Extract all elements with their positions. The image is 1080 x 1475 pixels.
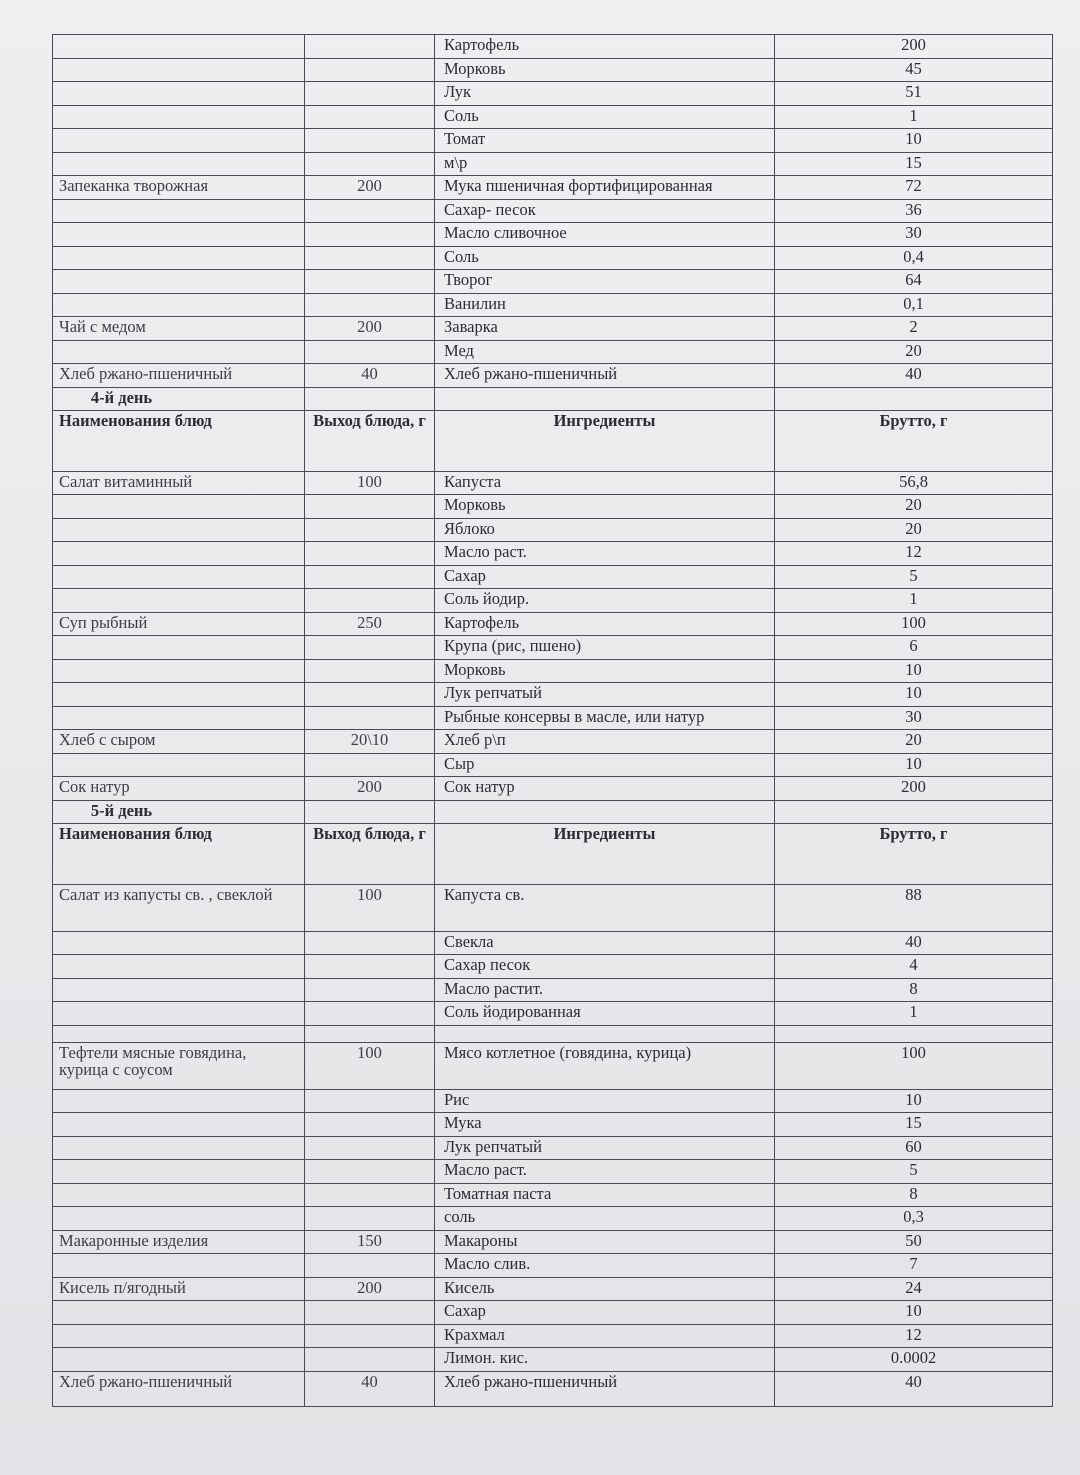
- table-row: [53, 612, 1053, 636]
- gross-weight-cell: 4: [775, 955, 1053, 979]
- dish-output-cell: [305, 542, 435, 566]
- ingredient-cell: Соль йодированная: [435, 1002, 775, 1026]
- dish-output-cell: [305, 246, 435, 270]
- header-ingredients: Ингредиенты: [435, 823, 775, 884]
- table-row: [53, 565, 1053, 589]
- ingredient-cell: соль: [435, 1207, 775, 1231]
- dish-output-cell: [305, 931, 435, 955]
- gross-weight-cell: 15: [775, 1113, 1053, 1137]
- ingredient-cell: Капуста: [435, 471, 775, 495]
- header-dish: Наименования блюд: [53, 823, 305, 884]
- ingredient-cell: Мед: [435, 340, 775, 364]
- dish-name-cell: Запеканка творожная: [53, 176, 305, 200]
- dish-output-cell: [305, 270, 435, 294]
- table-row: [53, 1136, 1053, 1160]
- dish-output-cell: [305, 978, 435, 1002]
- dish-output-cell: [305, 199, 435, 223]
- dish-name-cell: [53, 1160, 305, 1184]
- dish-output-cell: [305, 1254, 435, 1278]
- ingredient-cell: Лимон. кис.: [435, 1348, 775, 1372]
- gross-weight-cell: 51: [775, 82, 1053, 106]
- table-row: [53, 495, 1053, 519]
- ingredient-cell: Крахмал: [435, 1324, 775, 1348]
- ingredient-cell: Морковь: [435, 659, 775, 683]
- gross-weight-cell: 50: [775, 1230, 1053, 1254]
- table-row: [53, 931, 1053, 955]
- dish-output-cell: [305, 152, 435, 176]
- ingredient-cell: Томатная паста: [435, 1183, 775, 1207]
- dish-name-cell: [53, 1324, 305, 1348]
- gross-weight-cell: 36: [775, 199, 1053, 223]
- ingredient-cell: Картофель: [435, 35, 775, 59]
- dish-name-cell: [53, 270, 305, 294]
- ingredient-cell: Сыр: [435, 753, 775, 777]
- dish-name-cell: [53, 518, 305, 542]
- table-row: [53, 176, 1053, 200]
- ingredient-cell: Лук репчатый: [435, 683, 775, 707]
- ingredient-cell: Хлеб ржано-пшеничный: [435, 1371, 775, 1406]
- gross-weight-cell: 6: [775, 636, 1053, 660]
- dish-output-cell: [305, 1113, 435, 1137]
- header-gross: Брутто, г: [775, 823, 1053, 884]
- ingredient-cell: Кисель: [435, 1277, 775, 1301]
- gross-weight-cell: 8: [775, 1183, 1053, 1207]
- ingredient-cell: Масло слив.: [435, 1254, 775, 1278]
- gross-weight-cell: 1: [775, 1002, 1053, 1026]
- gross-weight-cell: 200: [775, 777, 1053, 801]
- ingredient-cell: Рис: [435, 1089, 775, 1113]
- gross-weight-cell: 88: [775, 884, 1053, 931]
- table-row: [53, 978, 1053, 1002]
- ingredient-cell: Макароны: [435, 1230, 775, 1254]
- dish-name-cell: Сок натур: [53, 777, 305, 801]
- dish-output-cell: [305, 1160, 435, 1184]
- dish-output-cell: 200: [305, 317, 435, 341]
- dish-name-cell: [53, 706, 305, 730]
- dish-name-cell: [53, 542, 305, 566]
- table-row: [53, 270, 1053, 294]
- dish-name-cell: Макаронные изделия: [53, 1230, 305, 1254]
- gross-weight-cell: 10: [775, 129, 1053, 153]
- ingredient-cell: Крупа (рис, пшено): [435, 636, 775, 660]
- dish-name-cell: [53, 82, 305, 106]
- dish-name-cell: [53, 1025, 305, 1042]
- gross-weight-cell: 72: [775, 176, 1053, 200]
- gross-weight-cell: 2: [775, 317, 1053, 341]
- dish-output-cell: [305, 82, 435, 106]
- dish-name-cell: Хлеб ржано-пшеничный: [53, 1371, 305, 1406]
- dish-name-cell: [53, 753, 305, 777]
- table-row: [53, 129, 1053, 153]
- dish-output-cell: [305, 518, 435, 542]
- gross-weight-cell: 100: [775, 1042, 1053, 1089]
- dish-output-cell: [305, 706, 435, 730]
- table-row: [53, 1230, 1053, 1254]
- table-row: [53, 35, 1053, 59]
- ingredient-cell: [435, 1025, 775, 1042]
- ingredient-cell: Соль йодир.: [435, 589, 775, 613]
- dish-name-cell: [53, 129, 305, 153]
- ingredient-cell: Мука пшеничная фортифицированная: [435, 176, 775, 200]
- table-row: [53, 1002, 1053, 1026]
- gross-weight-cell: 12: [775, 542, 1053, 566]
- ingredient-cell: Лук репчатый: [435, 1136, 775, 1160]
- dish-name-cell: Хлеб с сыром: [53, 730, 305, 754]
- header-ingredients: Ингредиенты: [435, 410, 775, 471]
- gross-weight-cell: 20: [775, 730, 1053, 754]
- gross-weight-cell: 10: [775, 1301, 1053, 1325]
- ingredient-cell: Морковь: [435, 58, 775, 82]
- dish-output-cell: [305, 1183, 435, 1207]
- dish-name-cell: [53, 495, 305, 519]
- dish-output-cell: [305, 58, 435, 82]
- dish-output-cell: 250: [305, 612, 435, 636]
- ingredient-cell: Сахар песок: [435, 955, 775, 979]
- gross-weight-cell: 10: [775, 659, 1053, 683]
- ingredient-cell: Морковь: [435, 495, 775, 519]
- ingredient-cell: Лук: [435, 82, 775, 106]
- table-row: [53, 105, 1053, 129]
- gross-weight-cell: 20: [775, 518, 1053, 542]
- dish-name-cell: [53, 58, 305, 82]
- dish-name-cell: [53, 1089, 305, 1113]
- table-row: [53, 1371, 1053, 1406]
- table-row: [53, 471, 1053, 495]
- table-row: [53, 199, 1053, 223]
- header-dish: Наименования блюд: [53, 410, 305, 471]
- table-row: [53, 223, 1053, 247]
- ingredient-cell: Капуста св.: [435, 884, 775, 931]
- gross-weight-cell: 200: [775, 35, 1053, 59]
- gross-weight-cell: 0.0002: [775, 1348, 1053, 1372]
- empty-cell: [305, 800, 435, 823]
- dish-output-cell: [305, 35, 435, 59]
- dish-output-cell: [305, 1348, 435, 1372]
- dish-output-cell: 200: [305, 1277, 435, 1301]
- gross-weight-cell: 5: [775, 565, 1053, 589]
- dish-output-cell: 40: [305, 1371, 435, 1406]
- table-row: [53, 1324, 1053, 1348]
- header-gross: Брутто, г: [775, 410, 1053, 471]
- dish-name-cell: [53, 199, 305, 223]
- table-row: [53, 1183, 1053, 1207]
- table-row: [53, 317, 1053, 341]
- gross-weight-cell: 64: [775, 270, 1053, 294]
- dish-name-cell: [53, 683, 305, 707]
- gross-weight-cell: 5: [775, 1160, 1053, 1184]
- dish-name-cell: Кисель п/ягодный: [53, 1277, 305, 1301]
- gross-weight-cell: 20: [775, 340, 1053, 364]
- dish-name-cell: [53, 105, 305, 129]
- dish-output-cell: 200: [305, 777, 435, 801]
- table-row: [53, 293, 1053, 317]
- gross-weight-cell: 30: [775, 706, 1053, 730]
- dish-output-cell: [305, 753, 435, 777]
- ingredient-cell: Яблоко: [435, 518, 775, 542]
- dish-name-cell: [53, 246, 305, 270]
- gross-weight-cell: 24: [775, 1277, 1053, 1301]
- ingredient-cell: Масло раст.: [435, 1160, 775, 1184]
- dish-name-cell: [53, 955, 305, 979]
- empty-cell: [775, 387, 1053, 410]
- table-row: [53, 1042, 1053, 1089]
- empty-cell: [305, 387, 435, 410]
- ingredient-cell: Сахар: [435, 1301, 775, 1325]
- dish-name-cell: [53, 293, 305, 317]
- table-row: [53, 1277, 1053, 1301]
- dish-output-cell: 40: [305, 364, 435, 388]
- gross-weight-cell: 12: [775, 1324, 1053, 1348]
- table-row: [53, 1254, 1053, 1278]
- dish-name-cell: [53, 659, 305, 683]
- day-heading-row: [53, 800, 1053, 823]
- gross-weight-cell: 0,3: [775, 1207, 1053, 1231]
- header-output: Выход блюда, г: [305, 823, 435, 884]
- dish-output-cell: [305, 659, 435, 683]
- dish-output-cell: [305, 129, 435, 153]
- dish-name-cell: [53, 1136, 305, 1160]
- ingredient-cell: Картофель: [435, 612, 775, 636]
- gross-weight-cell: 7: [775, 1254, 1053, 1278]
- dish-name-cell: Салат из капусты св. , свеклой: [53, 884, 305, 931]
- dish-name-cell: Суп рыбный: [53, 612, 305, 636]
- ingredient-cell: Масло раст.: [435, 542, 775, 566]
- dish-name-cell: [53, 565, 305, 589]
- dish-output-cell: [305, 1324, 435, 1348]
- gross-weight-cell: [775, 1025, 1053, 1042]
- table-row: [53, 884, 1053, 931]
- ingredient-cell: Сахар: [435, 565, 775, 589]
- dish-name-cell: [53, 931, 305, 955]
- table-row: [53, 730, 1053, 754]
- dish-output-cell: [305, 565, 435, 589]
- ingredient-cell: Мука: [435, 1113, 775, 1137]
- table-row: [53, 152, 1053, 176]
- dish-output-cell: [305, 293, 435, 317]
- dish-name-cell: Салат витаминный: [53, 471, 305, 495]
- gross-weight-cell: 60: [775, 1136, 1053, 1160]
- table-row: [53, 636, 1053, 660]
- dish-output-cell: [305, 1301, 435, 1325]
- menu-table: [52, 34, 1053, 1407]
- dish-output-cell: [305, 1002, 435, 1026]
- ingredient-cell: Рыбные консервы в масле, или натур: [435, 706, 775, 730]
- dish-name-cell: [53, 1254, 305, 1278]
- table-row: [53, 589, 1053, 613]
- dish-output-cell: [305, 955, 435, 979]
- dish-name-cell: [53, 1113, 305, 1137]
- ingredient-cell: Томат: [435, 129, 775, 153]
- dish-name-cell: [53, 1002, 305, 1026]
- gross-weight-cell: 40: [775, 364, 1053, 388]
- gross-weight-cell: 0,1: [775, 293, 1053, 317]
- ingredient-cell: Соль: [435, 246, 775, 270]
- dish-output-cell: [305, 1207, 435, 1231]
- dish-output-cell: [305, 1025, 435, 1042]
- table-row: [53, 753, 1053, 777]
- dish-name-cell: [53, 223, 305, 247]
- ingredient-cell: Соль: [435, 105, 775, 129]
- table-row: [53, 683, 1053, 707]
- ingredient-cell: Хлеб ржано-пшеничный: [435, 364, 775, 388]
- table-row: [53, 340, 1053, 364]
- empty-cell: [775, 800, 1053, 823]
- dish-output-cell: [305, 1089, 435, 1113]
- gross-weight-cell: 56,8: [775, 471, 1053, 495]
- dish-output-cell: [305, 683, 435, 707]
- dish-output-cell: [305, 105, 435, 129]
- gross-weight-cell: 45: [775, 58, 1053, 82]
- dish-name-cell: [53, 1183, 305, 1207]
- menu-table-body: [53, 35, 1053, 1407]
- dish-name-cell: Хлеб ржано-пшеничный: [53, 364, 305, 388]
- gross-weight-cell: 100: [775, 612, 1053, 636]
- column-header-row: [53, 410, 1053, 471]
- dish-output-cell: [305, 223, 435, 247]
- table-row: [53, 58, 1053, 82]
- gross-weight-cell: 0,4: [775, 246, 1053, 270]
- dish-output-cell: 100: [305, 471, 435, 495]
- dish-name-cell: [53, 1207, 305, 1231]
- dish-output-cell: [305, 340, 435, 364]
- day-label: 4-й день: [53, 387, 305, 410]
- ingredient-cell: Масло сливочное: [435, 223, 775, 247]
- day-label: 5-й день: [53, 800, 305, 823]
- gross-weight-cell: 10: [775, 753, 1053, 777]
- dish-name-cell: [53, 35, 305, 59]
- dish-output-cell: 150: [305, 1230, 435, 1254]
- dish-output-cell: 20\10: [305, 730, 435, 754]
- table-row: [53, 246, 1053, 270]
- ingredient-cell: Заварка: [435, 317, 775, 341]
- ingredient-cell: м\р: [435, 152, 775, 176]
- dish-name-cell: [53, 978, 305, 1002]
- table-row: [53, 706, 1053, 730]
- dish-name-cell: [53, 1301, 305, 1325]
- ingredient-cell: Хлеб р\п: [435, 730, 775, 754]
- table-row: [53, 777, 1053, 801]
- table-row: [53, 1207, 1053, 1231]
- table-row: [53, 659, 1053, 683]
- gross-weight-cell: 30: [775, 223, 1053, 247]
- dish-name-cell: Тефтели мясные говядина, курица с соусом: [53, 1042, 305, 1089]
- dish-name-cell: [53, 636, 305, 660]
- gross-weight-cell: 1: [775, 589, 1053, 613]
- table-row: [53, 1025, 1053, 1042]
- empty-cell: [435, 387, 775, 410]
- table-row: [53, 364, 1053, 388]
- dish-name-cell: [53, 152, 305, 176]
- table-row: [53, 518, 1053, 542]
- ingredient-cell: Сок натур: [435, 777, 775, 801]
- gross-weight-cell: 40: [775, 931, 1053, 955]
- table-row: [53, 1113, 1053, 1137]
- gross-weight-cell: 40: [775, 1371, 1053, 1406]
- gross-weight-cell: 20: [775, 495, 1053, 519]
- gross-weight-cell: 10: [775, 1089, 1053, 1113]
- dish-output-cell: 100: [305, 1042, 435, 1089]
- column-header-row: [53, 823, 1053, 884]
- table-row: [53, 1160, 1053, 1184]
- ingredient-cell: Творог: [435, 270, 775, 294]
- ingredient-cell: Свекла: [435, 931, 775, 955]
- table-row: [53, 1301, 1053, 1325]
- gross-weight-cell: 10: [775, 683, 1053, 707]
- gross-weight-cell: 15: [775, 152, 1053, 176]
- dish-output-cell: 100: [305, 884, 435, 931]
- day-heading-row: [53, 387, 1053, 410]
- ingredient-cell: Мясо котлетное (говядина, курица): [435, 1042, 775, 1089]
- header-output: Выход блюда, г: [305, 410, 435, 471]
- empty-cell: [435, 800, 775, 823]
- dish-output-cell: [305, 1136, 435, 1160]
- gross-weight-cell: 8: [775, 978, 1053, 1002]
- dish-name-cell: [53, 340, 305, 364]
- table-row: [53, 542, 1053, 566]
- dish-name-cell: [53, 589, 305, 613]
- table-row: [53, 955, 1053, 979]
- gross-weight-cell: 1: [775, 105, 1053, 129]
- table-row: [53, 1348, 1053, 1372]
- dish-name-cell: Чай с медом: [53, 317, 305, 341]
- ingredient-cell: Ванилин: [435, 293, 775, 317]
- dish-output-cell: [305, 636, 435, 660]
- dish-output-cell: [305, 589, 435, 613]
- table-row: [53, 82, 1053, 106]
- dish-output-cell: 200: [305, 176, 435, 200]
- dish-output-cell: [305, 495, 435, 519]
- dish-name-cell: [53, 1348, 305, 1372]
- ingredient-cell: Сахар- песок: [435, 199, 775, 223]
- table-row: [53, 1089, 1053, 1113]
- ingredient-cell: Масло растит.: [435, 978, 775, 1002]
